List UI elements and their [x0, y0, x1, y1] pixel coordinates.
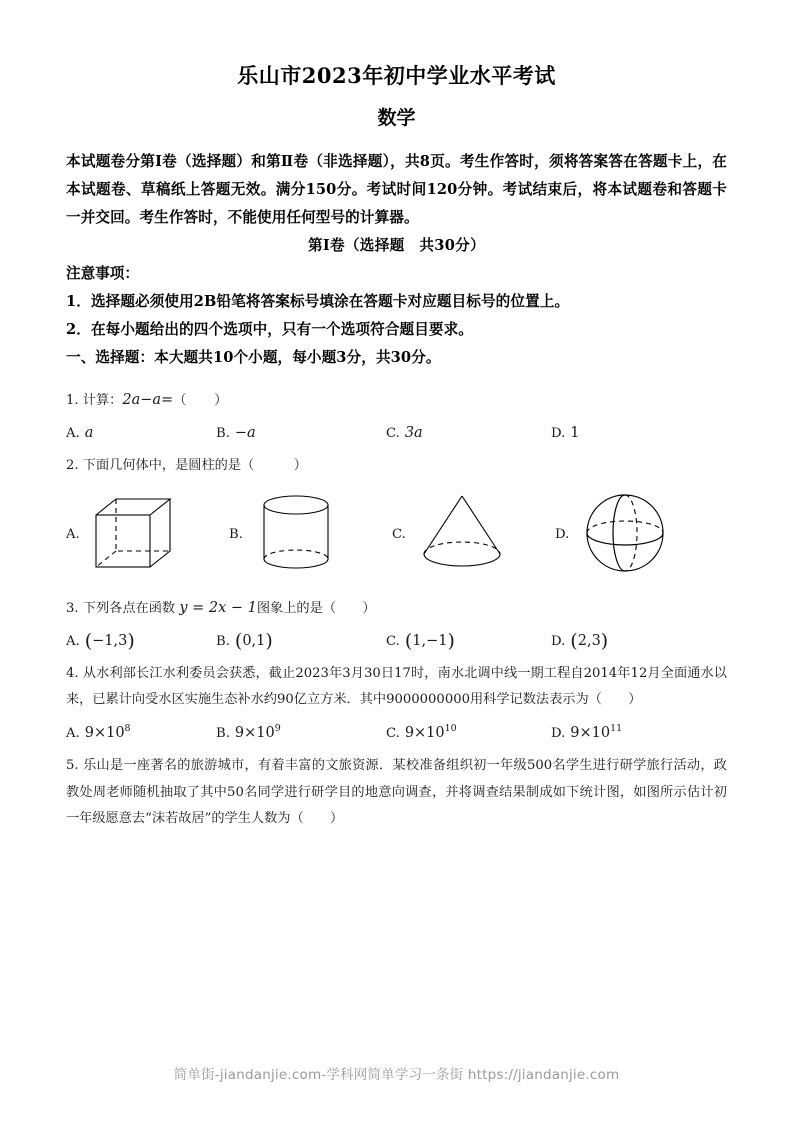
question-4-option-d[interactable] — [551, 723, 701, 741]
option-letter: C. — [386, 726, 400, 742]
question-4-number: 4. — [66, 665, 79, 681]
option-value: (2,3) — [570, 629, 609, 652]
question-1-option-a[interactable] — [66, 425, 216, 441]
question-2-option-b[interactable] — [229, 488, 392, 582]
option-letter: B. — [216, 426, 230, 442]
option-letter: C. — [386, 633, 400, 649]
question-1-math-lhs: 2a — [122, 392, 141, 409]
question-2-option-d[interactable] — [555, 488, 718, 582]
option-value: 3a — [404, 425, 423, 442]
question-3-option-c[interactable] — [386, 629, 551, 652]
option-value: −a — [234, 425, 256, 442]
question-4-stem-text: 从水利部长江水利委员会获悉，截止2023年3月30日17时，南水北调中线一期工程自2014年12月全面通水以来，已累计向受水区实施生态补水约90亿立方米．其中9000000000用科学记数法表示为（ ） — [66, 665, 727, 707]
question-2-number: 2. — [66, 458, 79, 474]
page-title: 乐山市2023年初中学业水平考试 — [237, 63, 556, 88]
question-1-math-rhs: a — [152, 392, 162, 409]
question-3-number: 3. — [66, 600, 79, 616]
question-3-options — [66, 623, 727, 652]
cylinder-icon — [247, 490, 345, 580]
question-3-stem-suffix: 图象上的是（ ） — [256, 600, 376, 616]
option-letter: D. — [551, 426, 566, 442]
question-4-option-a[interactable] — [66, 723, 216, 741]
question-1-option-c[interactable] — [386, 425, 551, 441]
notice-item-2: 2．在每小题给出的四个选项中，只有一个选项符合题目要求。 — [66, 321, 473, 339]
question-3-option-d[interactable] — [551, 629, 701, 652]
option-letter: A. — [66, 527, 80, 543]
question-4-options — [66, 713, 727, 741]
option-letter: A. — [66, 633, 80, 649]
question-3-function: y = 2x − 1 — [179, 599, 257, 616]
option-letter: B. — [229, 527, 243, 543]
cone-icon — [410, 490, 514, 580]
subject-title: 数学 — [377, 107, 416, 130]
question-3-option-a[interactable] — [66, 629, 216, 652]
footer-watermark: 简单街-jiandanjie.com-学科网简单学习一条街 https://jiandanjie.com — [173, 1067, 620, 1083]
question-2-stem-text: 下面几何体中，是圆柱的是（ ） — [82, 458, 307, 474]
question-4-option-c[interactable] — [386, 723, 551, 741]
question-1-stem — [66, 374, 727, 415]
question-5-stem — [66, 741, 727, 832]
option-value: (1,−1) — [404, 629, 455, 652]
option-letter: C. — [386, 426, 400, 442]
question-2-option-a[interactable] — [66, 488, 229, 582]
question-1-math-eq: = — [161, 392, 174, 409]
option-value: (0,1) — [234, 629, 273, 652]
option-value: $9\times 10^9$ — [234, 723, 281, 742]
volume-heading: 第Ⅰ卷（选择题 共30分） — [308, 237, 485, 255]
question-4-stem — [66, 649, 727, 714]
sphere-icon — [573, 488, 677, 582]
question-5-number: 5. — [66, 758, 79, 774]
question-1-blank: （ ） — [173, 393, 228, 409]
notice-heading: 注意事项： — [66, 265, 139, 283]
option-value: $9\times 10^8$ — [84, 723, 131, 742]
option-value: a — [84, 425, 94, 442]
option-letter: A. — [66, 726, 80, 742]
section-heading-choice: 一、选择题：本大题共10个小题，每小题3分，共30分。 — [66, 349, 441, 367]
exam-instructions: 本试题卷分第Ⅰ卷（选择题）和第Ⅱ卷（非选择题），共8页。考生作答时，须将答案答在答题卡上，在本试题卷、草稿纸上答题无效。满分150分。考试时间120分钟。考试结束后，将本试题卷和答题卡一并交回。考生作答时，不能使用任何型号的计算器。 — [66, 152, 727, 227]
question-1-option-d[interactable] — [551, 425, 701, 441]
option-letter: B. — [216, 726, 230, 742]
question-1-number: 1. — [66, 393, 79, 409]
option-value: (−1,3) — [84, 629, 135, 652]
option-value: 1 — [570, 425, 580, 442]
question-3-option-b[interactable] — [216, 629, 386, 652]
option-letter: D. — [555, 527, 570, 543]
question-1-stem-text: 计算： — [82, 393, 123, 409]
question-5-stem-text: 乐山是一座著名的旅游城市，有着丰富的文旅资源．某校准备组织初一年级500名学生进行研学旅行活动，政教处周老师随机抽取了其中50名同学进行研学目的地意向调查，并将调查结果制成如下统计图，如图所示估计初一年级愿意去“沫若故居”的学生人数为（ ） — [66, 758, 727, 826]
question-1-math-op: − — [140, 392, 153, 409]
option-value: $9\times 10^{10}$ — [404, 723, 457, 742]
cube-icon — [84, 493, 182, 577]
option-letter: D. — [551, 726, 566, 742]
option-value: $9\times 10^{11}$ — [570, 723, 623, 742]
option-letter: D. — [551, 633, 566, 649]
question-3-stem — [66, 582, 727, 623]
question-2-options — [66, 480, 727, 582]
question-1-option-b[interactable] — [216, 425, 386, 441]
option-letter: B. — [216, 633, 230, 649]
question-2-stem — [66, 441, 727, 479]
question-4-option-b[interactable] — [216, 723, 386, 741]
notice-item-1: 1．选择题必须使用2B铅笔将答案标号填涂在答题卡对应题目标号的位置上。 — [66, 293, 570, 311]
option-letter: A. — [66, 426, 80, 442]
question-2-option-c[interactable] — [392, 488, 555, 582]
question-3-stem-text: 下列各点在函数 — [82, 600, 176, 616]
question-1-options — [66, 415, 727, 441]
option-letter: C. — [392, 527, 406, 543]
